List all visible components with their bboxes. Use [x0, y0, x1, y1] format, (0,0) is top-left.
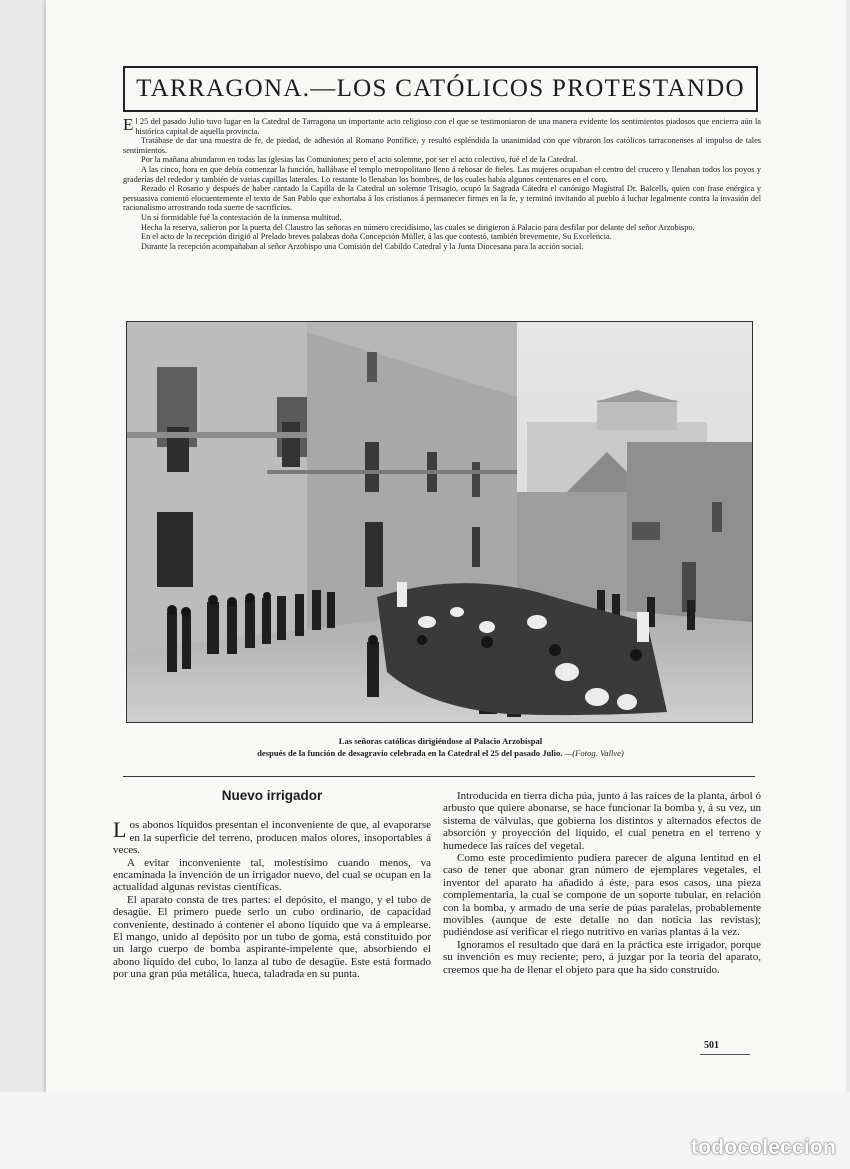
article-title: Nuevo irrigador — [221, 788, 323, 803]
intro-paragraph: Tratábase de dar una muestra de fe, de piedad, de adhesión al Romano Pontífice, y resultó espléndida la unanimidad con que vibraron los católicos tarraconenses al impulso de tales sentimientos. — [123, 136, 761, 155]
intro-paragraph: Por la mañana abundaron en todas las iglesias las Comuniones; pero el acto solemne, por ser el acto colectivo, fué el de la Catedral. — [141, 155, 578, 165]
caption-line-1: Las señoras católicas dirigiéndose al Palacio Arzobispal — [338, 736, 543, 746]
intro-text — [123, 117, 761, 251]
page-number: 501 — [704, 1040, 719, 1051]
photo-caption — [123, 736, 758, 759]
intro-paragraph: Un sí formidable fué la contestación de la inmensa multitud. — [141, 212, 342, 222]
intro-paragraph: Durante la recepción acompañaban al señor Arzobispo una Comisión del Cabildo Catedral y la Junta Diocesana para la acción social. — [141, 241, 584, 251]
section-divider — [123, 776, 755, 777]
article-paragraph: Introducida en tierra dicha púa, junto á las raíces de la planta, árbol ó arbusto que quiere abonarse, se hace funcionar la bomba y, á su vez, un sistema de válvulas, que gobierna los distintos y alternados efectos de absorción y proyección del líquido, el cual penetra en el terreno y humedece las raíces del vegetal. — [443, 790, 761, 852]
article-paragraph: Como este procedimiento pudiera parecer de alguna lentitud en el caso de tener que abonar gran número de ejemplares vegetales, el inventor del aparato ha añadido á éste, para esos casos, una pieza complementaria, la cual se compone de un soporte tubular, en relación con la bomba, y armado de una serie de púas paralelas, probablemente movibles (aunque de este detalle no dan noticia las revistas); pudiéndose así verificar el riego nutritivo en varias plantas á la vez. — [443, 852, 761, 939]
headline: TARRAGONA.—LOS CATÓLICOS PROTESTANDO — [136, 75, 745, 102]
article-paragraph: Ignoramos el resultado que dará en la práctica este irrigador, porque su invención es muy reciente; pero, á juzgar por la teoría del aparato, creemos que ha de llenar el objeto para que ha sido construído. — [443, 938, 761, 976]
photo-credit: —(Fotog. Vallve) — [564, 747, 624, 758]
article-paragraph: El aparato consta de tres partes: el depósito, el mango, y el tubo de desagüe. El primero puede serlo un cubo ordinario, de capacidad conveniente, destinado á contener el abono líquido que va á emplearse. El mango, unido al depósito por un tubo de goma, está constituido por un largo cuerpo de bomba aspirante-impelente que, absorbiendo el abono líquido del cubo, lo lanza al tubo de desagüe. Este está formado por una gran púa metálica, hueca, taladrada en su punta. — [113, 893, 431, 981]
intro-paragraph: A las cinco, hora en que debía comenzar la función, hallábase el templo metropolitano lleno á rebosar de fieles. Las mujeres ocupaban el centro del crucero y llenaban todos los poyos y graderías del rededor y también de varias capillas laterales. Lo restante lo llenaban los hombres, de los cuales había algunos centenares en el coro. — [123, 164, 761, 184]
article-paragraph: A evitar inconveniente tal, molestísimo cuando menos, va encaminada la invención de un irrigador nuevo, del cual se ocupan en la actualidad algunas revistas científicas. — [113, 856, 431, 894]
article-right-column — [443, 790, 761, 976]
intro-paragraph: Hecha la reserva, salieron por la puerta del Claustro las señoras en número crecidísimo, las cuales se dirigieron á Palacio para desfilar por delante del señor Arzobispo. — [141, 222, 695, 232]
page-number-rule — [700, 1054, 750, 1055]
intro-paragraph: Rezado el Rosario y después de haber cantado la Capilla de la Catedral un solemne Trisagio, ocupó la Sagrada Cátedra el canónigo Magistral Dr. Balcells, quien con frase enérgica y persuasiva comentó elocuentemente el texto de San Pablo que exhortaba á los cristianos á permanecer firmes en la fe, y terminó invitando al pueblo á luchar legalmente contra la invasión del racionalismo arrostrando toda suerte de sacrificios. — [123, 184, 761, 213]
article-paragraph: Los abonos líquidos presentan el inconveniente de que, al evaporarse en la superficie del terreno, producen malos olores, insoportables á veces. — [113, 817, 431, 857]
caption-text: después de la función de desagravio celebrada en la Catedral el 25 del pasado Julio. — [257, 747, 563, 758]
caption-line-2 — [123, 748, 758, 760]
article-left-column — [113, 790, 431, 981]
archbishop-palace-photo — [126, 321, 753, 723]
intro-paragraph: En el acto de la recepción dirigió al Prelado breves palabras doña Concepción Müller, á las que contestó, también brevemente, Su Excelencia. — [141, 232, 612, 242]
intro-paragraph: El 25 del pasado Julio tuvo lugar en la Catedral de Tarragona un importante acto religioso con el que se testimoniaron de una manera evidente los sentimientos piadosos que encierra aún la histórica capital de aquella provincia. — [123, 115, 761, 136]
watermark: todocoleccion — [691, 1136, 836, 1159]
headline-box — [123, 66, 758, 112]
